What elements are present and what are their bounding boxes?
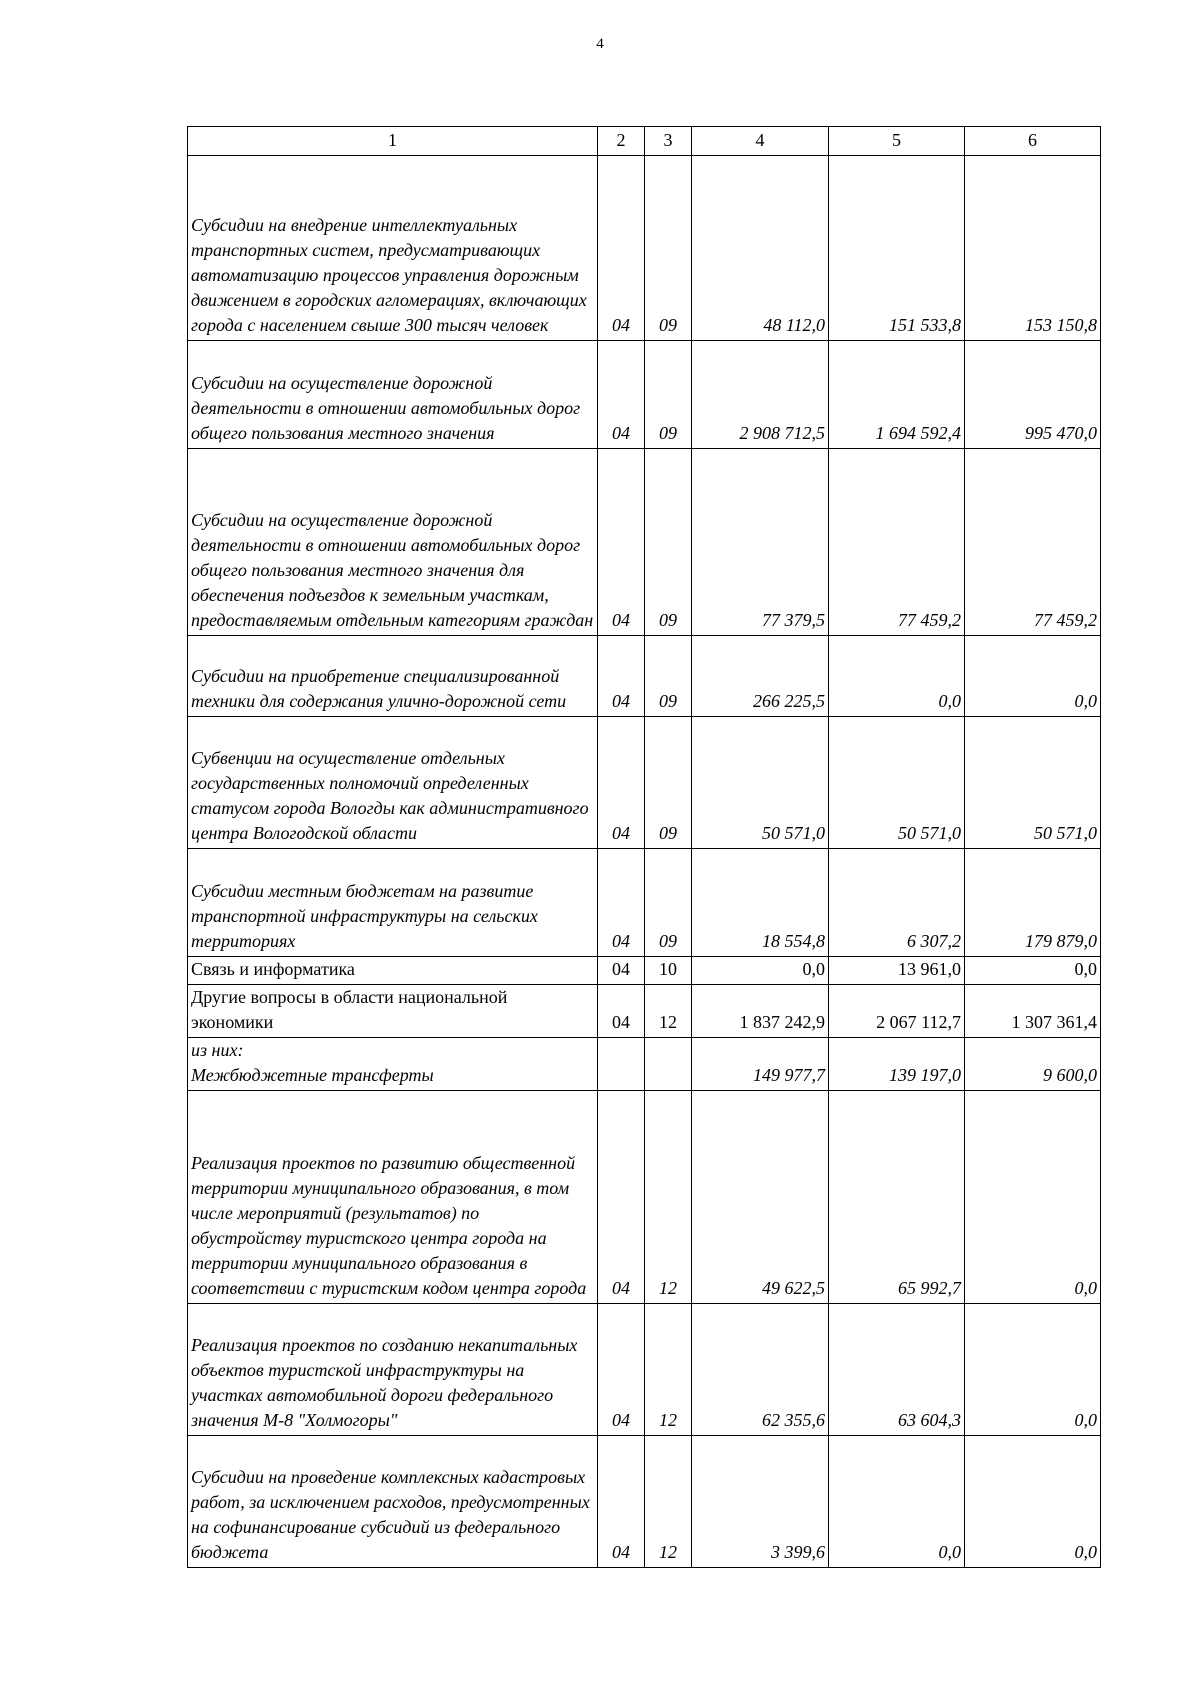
table-row — [188, 156, 1101, 341]
row-description — [188, 636, 598, 717]
amount-col4: 50 571,0 — [692, 717, 829, 849]
table-row — [188, 1304, 1101, 1436]
section-code: 04 — [598, 156, 645, 341]
amount-col6: 77 459,2 — [965, 449, 1101, 636]
amount-col6: 9 600,0 — [965, 1038, 1101, 1091]
section-code: 04 — [598, 1091, 645, 1304]
table-row — [188, 849, 1101, 957]
amount-col4: 0,0 — [692, 957, 829, 985]
row-description-text: Субсидии на приобретение специализированной техники для содержания улично-дорожной сети — [191, 666, 567, 711]
column-header-6: 6 — [965, 127, 1101, 156]
amount-col4: 3 399,6 — [692, 1436, 829, 1568]
table-row — [188, 1436, 1101, 1568]
row-description — [188, 341, 598, 449]
row-description — [188, 717, 598, 849]
amount-col4: 149 977,7 — [692, 1038, 829, 1091]
section-code: 04 — [598, 717, 645, 849]
amount-col5: 63 604,3 — [829, 1304, 965, 1436]
amount-col5: 0,0 — [829, 636, 965, 717]
amount-col4: 77 379,5 — [692, 449, 829, 636]
amount-col6: 0,0 — [965, 1436, 1101, 1568]
subsection-code: 09 — [645, 341, 692, 449]
row-description — [188, 449, 598, 636]
amount-col4: 48 112,0 — [692, 156, 829, 341]
row-description — [188, 1436, 598, 1568]
amount-col5: 139 197,0 — [829, 1038, 965, 1091]
amount-col6: 1 307 361,4 — [965, 985, 1101, 1038]
section-code: 04 — [598, 985, 645, 1038]
row-description-text: Связь и информатика — [191, 959, 355, 979]
row-description-text: Субвенции на осуществление отдельных государственных полномочий определенных статусом города Вологды как административного центра Вологодской области — [191, 748, 589, 843]
amount-col4: 1 837 242,9 — [692, 985, 829, 1038]
row-description-text: Реализация проектов по созданию некапитальных объектов туристской инфраструктуры на участках автомобильной дороги федерального значения М-8 "Холмогоры" — [191, 1335, 578, 1430]
subsection-code: 12 — [645, 1436, 692, 1568]
column-header-2: 2 — [598, 127, 645, 156]
amount-col4: 266 225,5 — [692, 636, 829, 717]
column-header-1: 1 — [188, 127, 598, 156]
column-header-5: 5 — [829, 127, 965, 156]
column-header-4: 4 — [692, 127, 829, 156]
subsection-code: 10 — [645, 957, 692, 985]
section-code: 04 — [598, 449, 645, 636]
section-code: 04 — [598, 957, 645, 985]
table-row — [188, 985, 1101, 1038]
section-code: 04 — [598, 849, 645, 957]
amount-col4: 2 908 712,5 — [692, 341, 829, 449]
subsection-code: 09 — [645, 849, 692, 957]
amount-col6: 995 470,0 — [965, 341, 1101, 449]
row-description-text: Субсидии на осуществление дорожной деятельности в отношении автомобильных дорог общего пользования местного значения — [191, 373, 581, 443]
table-row — [188, 1091, 1101, 1304]
row-description-text: Реализация проектов по развитию общественной территории муниципального образования, в том числе мероприятий (результатов) по обустройству туристского центра города на территории муниципального образования в соответствии с туристским кодом центра города — [191, 1153, 587, 1298]
subsection-code: 09 — [645, 636, 692, 717]
table-row — [188, 636, 1101, 717]
amount-col6: 153 150,8 — [965, 156, 1101, 341]
amount-col5: 13 961,0 — [829, 957, 965, 985]
row-description — [188, 156, 598, 341]
row-description — [188, 957, 598, 985]
amount-col6: 0,0 — [965, 957, 1101, 985]
section-code: 04 — [598, 1436, 645, 1568]
subsection-code: 12 — [645, 1304, 692, 1436]
table-row — [188, 957, 1101, 985]
subsection-code: 12 — [645, 1091, 692, 1304]
subsection-code: 09 — [645, 449, 692, 636]
amount-col4: 18 554,8 — [692, 849, 829, 957]
amount-col6: 179 879,0 — [965, 849, 1101, 957]
row-description — [188, 1091, 598, 1304]
subsection-code: 12 — [645, 985, 692, 1038]
section-code: 04 — [598, 341, 645, 449]
section-code — [598, 1038, 645, 1091]
row-description-text: Субсидии на осуществление дорожной деятельности в отношении автомобильных дорог общего пользования местного значения для обеспечения подъездов к земельным участкам, предоставляемым отдельным категориям граждан — [191, 510, 594, 630]
subsection-code: 09 — [645, 717, 692, 849]
amount-col5: 6 307,2 — [829, 849, 965, 957]
amount-col4: 62 355,6 — [692, 1304, 829, 1436]
amount-col5: 151 533,8 — [829, 156, 965, 341]
row-description-text: Субсидии на проведение комплексных кадастровых работ, за исключением расходов, предусмотренных на софинансирование субсидий из федерального бюджета — [191, 1467, 590, 1562]
table-row — [188, 717, 1101, 849]
row-description — [188, 985, 598, 1038]
amount-col6: 50 571,0 — [965, 717, 1101, 849]
amount-col6: 0,0 — [965, 1304, 1101, 1436]
amount-col5: 1 694 592,4 — [829, 341, 965, 449]
subsection-code — [645, 1038, 692, 1091]
amount-col5: 2 067 112,7 — [829, 985, 965, 1038]
amount-col6: 0,0 — [965, 636, 1101, 717]
amount-col6: 0,0 — [965, 1091, 1101, 1304]
page-number: 4 — [596, 36, 604, 52]
amount-col4: 49 622,5 — [692, 1091, 829, 1304]
column-header-3: 3 — [645, 127, 692, 156]
row-description — [188, 849, 598, 957]
table-row — [188, 1038, 1101, 1091]
row-description-text: Субсидии на внедрение интеллектуальных транспортных систем, предусматривающих автоматизацию процессов управления дорожным движением в городских агломерациях, включающих города с населением свыше 300 тысяч человек — [191, 215, 587, 335]
table-row — [188, 449, 1101, 636]
section-code: 04 — [598, 1304, 645, 1436]
budget-table — [187, 126, 1101, 1568]
amount-col5: 77 459,2 — [829, 449, 965, 636]
row-description-text: из них: Межбюджетные трансферты — [191, 1040, 434, 1085]
row-description — [188, 1038, 598, 1091]
row-description — [188, 1304, 598, 1436]
section-code: 04 — [598, 636, 645, 717]
amount-col5: 50 571,0 — [829, 717, 965, 849]
row-description-text: Другие вопросы в области национальной экономики — [191, 987, 508, 1032]
subsection-code: 09 — [645, 156, 692, 341]
row-description-text: Субсидии местным бюджетам на развитие транспортной инфраструктуры на сельских территориях — [191, 881, 538, 951]
amount-col5: 65 992,7 — [829, 1091, 965, 1304]
table-row — [188, 341, 1101, 449]
table-header-row — [188, 127, 1101, 156]
amount-col5: 0,0 — [829, 1436, 965, 1568]
